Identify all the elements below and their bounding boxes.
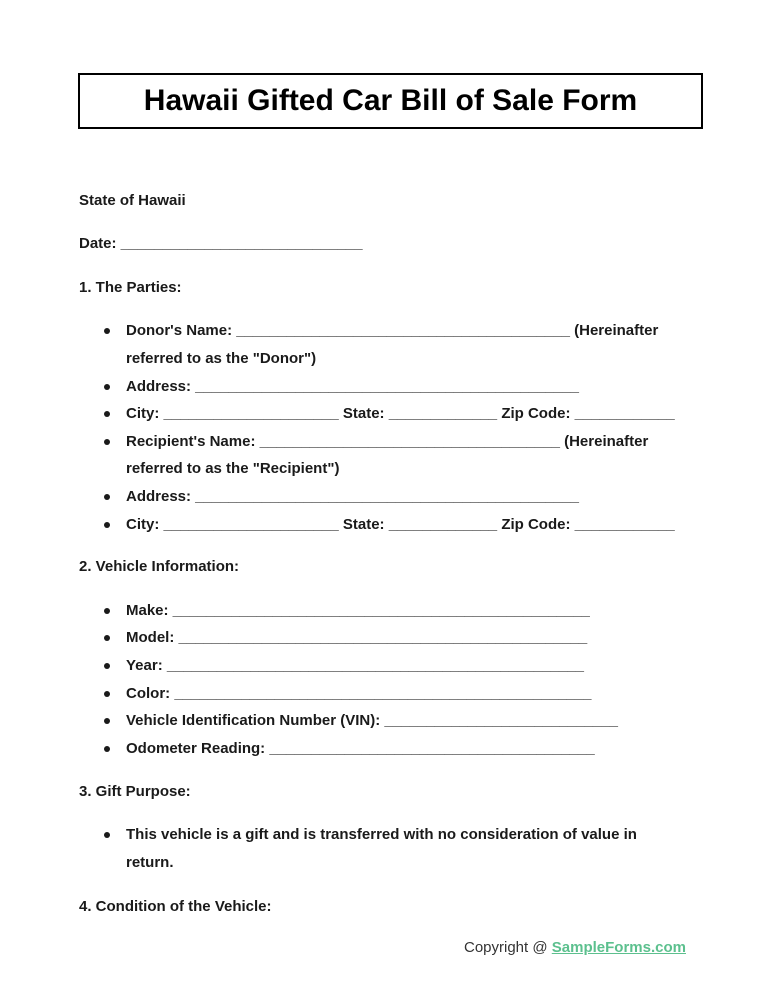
bullet-icon [104,635,110,641]
gift-purpose-continuation: return. [126,854,174,871]
donor-name-continuation: referred to as the "Donor") [126,350,317,367]
year-field: Year: __________________________________________________ [126,657,584,674]
bullet-icon [104,494,110,500]
recipient-name-field: Recipient's Name: ____________________________________ (Hereinafter [126,433,649,450]
bullet-icon [104,411,110,417]
title-box [78,73,703,129]
model-field: Model: _________________________________________________ [126,629,588,646]
bullet-icon [104,832,110,838]
state-label: State of Hawaii [79,192,186,209]
vin-field: Vehicle Identification Number (VIN): ____________________________ [126,712,618,729]
date-field: Date: _____________________________ [79,235,363,252]
donor-name-field: Donor's Name: ________________________________________ (Hereinafter [126,322,659,339]
section-vehicle-heading: 2. Vehicle Information: [79,558,240,575]
gift-purpose-text: This vehicle is a gift and is transferred with no consideration of value in [126,826,637,843]
recipient-city-state-zip-field: City: _____________________ State: _____________ Zip Code: ____________ [126,516,675,533]
sampleforms-link[interactable]: SampleForms.com [551,939,686,956]
bullet-icon [104,718,110,724]
copyright-footer [464,939,686,956]
bullet-icon [104,691,110,697]
bullet-icon [104,663,110,669]
recipient-address-field: Address: ______________________________________________ [126,488,579,505]
recipient-name-continuation: referred to as the "Recipient") [126,460,340,477]
section-condition-heading: 4. Condition of the Vehicle: [79,898,272,915]
bullet-icon [104,439,110,445]
section-gift-purpose-heading: 3. Gift Purpose: [79,783,191,800]
section-parties-heading: 1. The Parties: [79,279,182,296]
donor-city-state-zip-field: City: _____________________ State: _____________ Zip Code: ____________ [126,405,675,422]
color-field: Color: __________________________________________________ [126,685,592,702]
page-title: Hawaii Gifted Car Bill of Sale Form [143,84,638,117]
bullet-icon [104,328,110,334]
copyright-text: Copyright @ [464,939,548,956]
donor-address-field: Address: ______________________________________________ [126,378,579,395]
bullet-icon [104,608,110,614]
make-field: Make: __________________________________________________ [126,602,590,619]
bullet-icon [104,522,110,528]
bullet-icon [104,746,110,752]
bullet-icon [104,384,110,390]
odometer-field: Odometer Reading: _______________________________________ [126,740,595,757]
